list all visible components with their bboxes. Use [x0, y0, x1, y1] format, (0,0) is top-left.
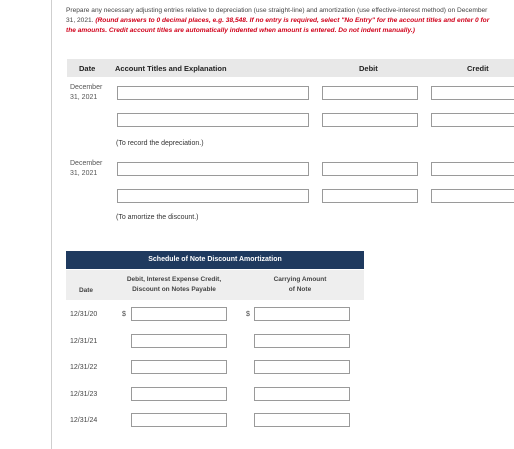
schedule-row-5-date: 12/31/24	[70, 417, 98, 424]
entry-2-date	[70, 159, 102, 179]
schedule-col-interest	[114, 275, 234, 295]
schedule-row-3-carrying-input[interactable]	[254, 360, 350, 374]
entry-1-line-1-credit-input[interactable]	[431, 86, 514, 100]
entry-1-date-month: December	[70, 84, 103, 91]
entry-1-line-2-debit-input[interactable]	[322, 113, 418, 127]
entry-2-line-2-credit-input[interactable]	[431, 189, 514, 203]
instructions-text: Prepare any necessary adjusting entries relative to depreciation (use straight-line) and amortization (use effective-interest method) on December 31, 2021.	[66, 7, 488, 24]
schedule-col-carrying-line2: of Note	[288, 286, 312, 293]
schedule-row-3-interest-input[interactable]	[131, 360, 227, 374]
schedule-column-headers	[66, 270, 364, 300]
journal-header-account: Account Titles and Explanation	[115, 64, 227, 73]
schedule-row-2-interest-input[interactable]	[131, 334, 227, 348]
schedule-row-4-interest-input[interactable]	[131, 387, 227, 401]
entry-2-date-month: December	[70, 160, 103, 167]
schedule-col-date: Date	[78, 287, 94, 294]
entry-2-line-1-account-input[interactable]	[117, 162, 309, 176]
entry-1-explanation: (To record the depreciation.)	[116, 140, 204, 147]
schedule-row-1-carrying-input[interactable]	[254, 307, 350, 321]
instructions-rounding-note: (Round answers to 0 decimal places, e.g. 38,548. If no entry is required, select "No Entry" for the account titles and enter 0 for the amounts. Credit account titles are automatically indented when amount is entered. Do not indent manually.)	[66, 17, 490, 34]
schedule-row-5-interest-input[interactable]	[131, 413, 227, 427]
instructions	[66, 6, 498, 36]
schedule-title: Schedule of Note Discount Amortization	[66, 251, 364, 269]
entry-1-date	[70, 83, 102, 103]
entry-1-line-1-account-input[interactable]	[117, 86, 309, 100]
schedule-row-1-interest-input[interactable]	[131, 307, 227, 321]
entry-2-explanation: (To amortize the discount.)	[116, 214, 199, 221]
entry-1-line-1-debit-input[interactable]	[322, 86, 418, 100]
entry-2-line-1-debit-input[interactable]	[322, 162, 418, 176]
schedule-row-1-date: 12/31/20	[70, 311, 98, 318]
entry-2-date-day: 31, 2021	[70, 170, 98, 177]
journal-header-credit: Credit	[467, 64, 489, 73]
entry-1-date-day: 31, 2021	[70, 94, 98, 101]
journal-header	[67, 59, 514, 77]
entry-1-line-2-account-input[interactable]	[117, 113, 309, 127]
schedule-col-interest-line1: Debit, Interest Expense Credit,	[126, 276, 222, 283]
schedule-row-1-carrying-dollar: $	[246, 311, 250, 318]
schedule-row-4-date: 12/31/23	[70, 391, 98, 398]
schedule-col-carrying-line1: Carrying Amount	[273, 276, 327, 283]
schedule-row-4-carrying-input[interactable]	[254, 387, 350, 401]
schedule-row-5-carrying-input[interactable]	[254, 413, 350, 427]
entry-1-line-2-credit-input[interactable]	[431, 113, 514, 127]
schedule-row-2-carrying-input[interactable]	[254, 334, 350, 348]
entry-2-line-1-credit-input[interactable]	[431, 162, 514, 176]
schedule-row-1-interest-dollar: $	[122, 311, 126, 318]
schedule-col-interest-line2: Discount on Notes Payable	[132, 286, 216, 293]
journal-header-date: Date	[79, 64, 96, 73]
entry-2-line-2-account-input[interactable]	[117, 189, 309, 203]
journal-header-debit: Debit	[359, 64, 378, 73]
entry-2-line-2-debit-input[interactable]	[322, 189, 418, 203]
schedule-row-3-date: 12/31/22	[70, 364, 98, 371]
schedule-row-2-date: 12/31/21	[70, 338, 98, 345]
schedule-col-carrying	[252, 275, 348, 295]
